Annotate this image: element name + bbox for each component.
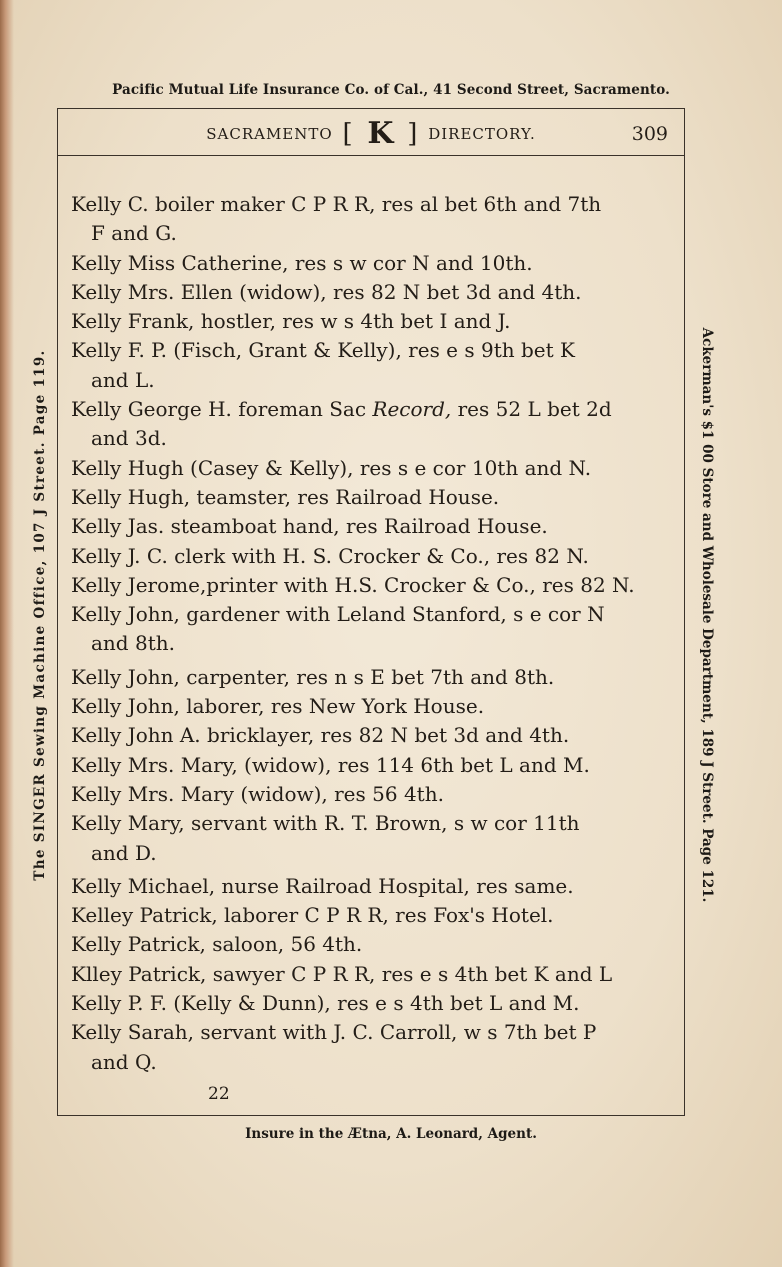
running-head-close-bracket: ]: [407, 119, 419, 149]
directory-entry: [71, 930, 671, 959]
entry-line: Kelly Frank, hostler, res w s 4th bet I and J.: [71, 309, 511, 334]
running-head-right: DIRECTORY.: [428, 125, 536, 143]
directory-entry: [71, 780, 671, 809]
entry-line: Kelly John, gardener with Leland Stanford, s e cor N: [71, 602, 605, 627]
entry-line: Kelly Mrs. Mary, (widow), res 114 6th bet L and M.: [71, 752, 590, 777]
entry-line: Kelly C. boiler maker C P R R, res al bet 6th and 7th: [71, 192, 602, 216]
entry-italic-text: Record,: [372, 397, 452, 422]
running-head-title: [58, 112, 684, 156]
entry-line: Kelly Sarah, servant with J. C. Carroll, w s 7th bet P: [71, 1020, 597, 1045]
entry-line: Kelly P. F. (Kelly & Dunn), res e s 4th bet L and M.: [71, 991, 580, 1016]
running-head-open-bracket: [: [342, 119, 354, 149]
entry-line: Kelly Michael, nurse Railroad Hospital, res same.: [71, 873, 574, 898]
directory-entry: [71, 512, 671, 541]
directory-entry: [71, 960, 671, 989]
entry-line: Kelly Mrs. Mary (widow), res 56 4th.: [71, 781, 444, 806]
entry-line: Kelly Patrick, saloon, 56 4th.: [71, 932, 363, 957]
entry-line: Kelly J. C. clerk with H. S. Crocker & Co., res 82 N.: [71, 543, 589, 568]
entry-continuation: and L.: [91, 367, 155, 392]
running-head: [58, 112, 684, 156]
entry-line: Kelly John, carpenter, res n s E bet 7th and 8th.: [71, 664, 555, 689]
directory-entry: [71, 721, 671, 750]
entry-line: Kelly Jas. steamboat hand, res Railroad House.: [71, 514, 548, 539]
directory-entry: [71, 278, 671, 307]
entry-continuation: and D.: [91, 840, 157, 865]
entry-text: res 52 L bet 2d: [451, 397, 612, 422]
directory-entry: [71, 395, 671, 454]
signature-mark: 22: [208, 1084, 230, 1104]
directory-entry: [71, 483, 671, 512]
entry-line: Kelly Miss Catherine, res s w cor N and 10th.: [71, 250, 533, 275]
right-margin-advertisement: Ackerman's $1 00 Store and Wholesale Department, 189 J Street. Page 121.: [699, 327, 715, 903]
directory-entries: [71, 190, 671, 1077]
entry-line: [71, 395, 671, 424]
entry-continuation: and 3d.: [91, 426, 167, 451]
header-advertisement: Pacific Mutual Life Insurance Co. of Cal., 41 Second Street, Sacramento.: [112, 82, 670, 98]
directory-entry: [71, 872, 671, 901]
entry-line: Kelly F. P. (Fisch, Grant & Kelly), res e s 9th bet K: [71, 338, 575, 363]
directory-entry: [71, 249, 671, 278]
section-letter: K: [367, 116, 394, 151]
entry-line: Kelly John A. bricklayer, res 82 N bet 3d and 4th.: [71, 723, 570, 748]
entry-line: Kelly Mary, servant with R. T. Brown, s w cor 11th: [71, 811, 580, 836]
directory-entry: [71, 901, 671, 930]
page-number: 309: [631, 123, 668, 145]
left-margin-advertisement: The SINGER Sewing Machine Office, 107 J Street. Page 119.: [32, 349, 48, 881]
entry-line: Kelly Mrs. Ellen (widow), res 82 N bet 3d and 4th.: [71, 279, 582, 304]
entry-line: Kelly John, laborer, res New York House.: [71, 694, 485, 719]
directory-entry: [71, 751, 671, 780]
directory-entry: [71, 190, 671, 249]
entry-continuation: and 8th.: [91, 631, 175, 656]
entry-text: Kelly George H. foreman Sac: [71, 397, 373, 422]
directory-entry: [71, 571, 671, 600]
directory-entry: [71, 600, 671, 659]
entry-line: Kelly Jerome,printer with H.S. Crocker & Co., res 82 N.: [71, 572, 635, 597]
directory-entry: [71, 454, 671, 483]
directory-entry: [71, 692, 671, 721]
book-spine-shadow: [0, 0, 14, 1267]
directory-entry: [71, 542, 671, 571]
entry-continuation: and Q.: [91, 1049, 157, 1074]
entry-continuation: F and G.: [91, 221, 177, 246]
directory-entry: [71, 663, 671, 692]
footer-advertisement: Insure in the Ætna, A. Leonard, Agent.: [245, 1126, 537, 1142]
entry-line: Kelly Hugh, teamster, res Railroad House.: [71, 484, 500, 509]
directory-entry: [71, 336, 671, 395]
directory-entry: [71, 989, 671, 1018]
entry-line: Klley Patrick, sawyer C P R R, res e s 4th bet K and L: [71, 961, 613, 986]
directory-entry: [71, 1018, 671, 1077]
directory-entry: [71, 809, 671, 868]
directory-entry: [71, 307, 671, 336]
entry-line: Kelly Hugh (Casey & Kelly), res s e cor 10th and N.: [71, 455, 592, 480]
running-head-left: SACRAMENTO: [206, 125, 333, 143]
entry-line: Kelley Patrick, laborer C P R R, res Fox's Hotel.: [71, 903, 554, 928]
